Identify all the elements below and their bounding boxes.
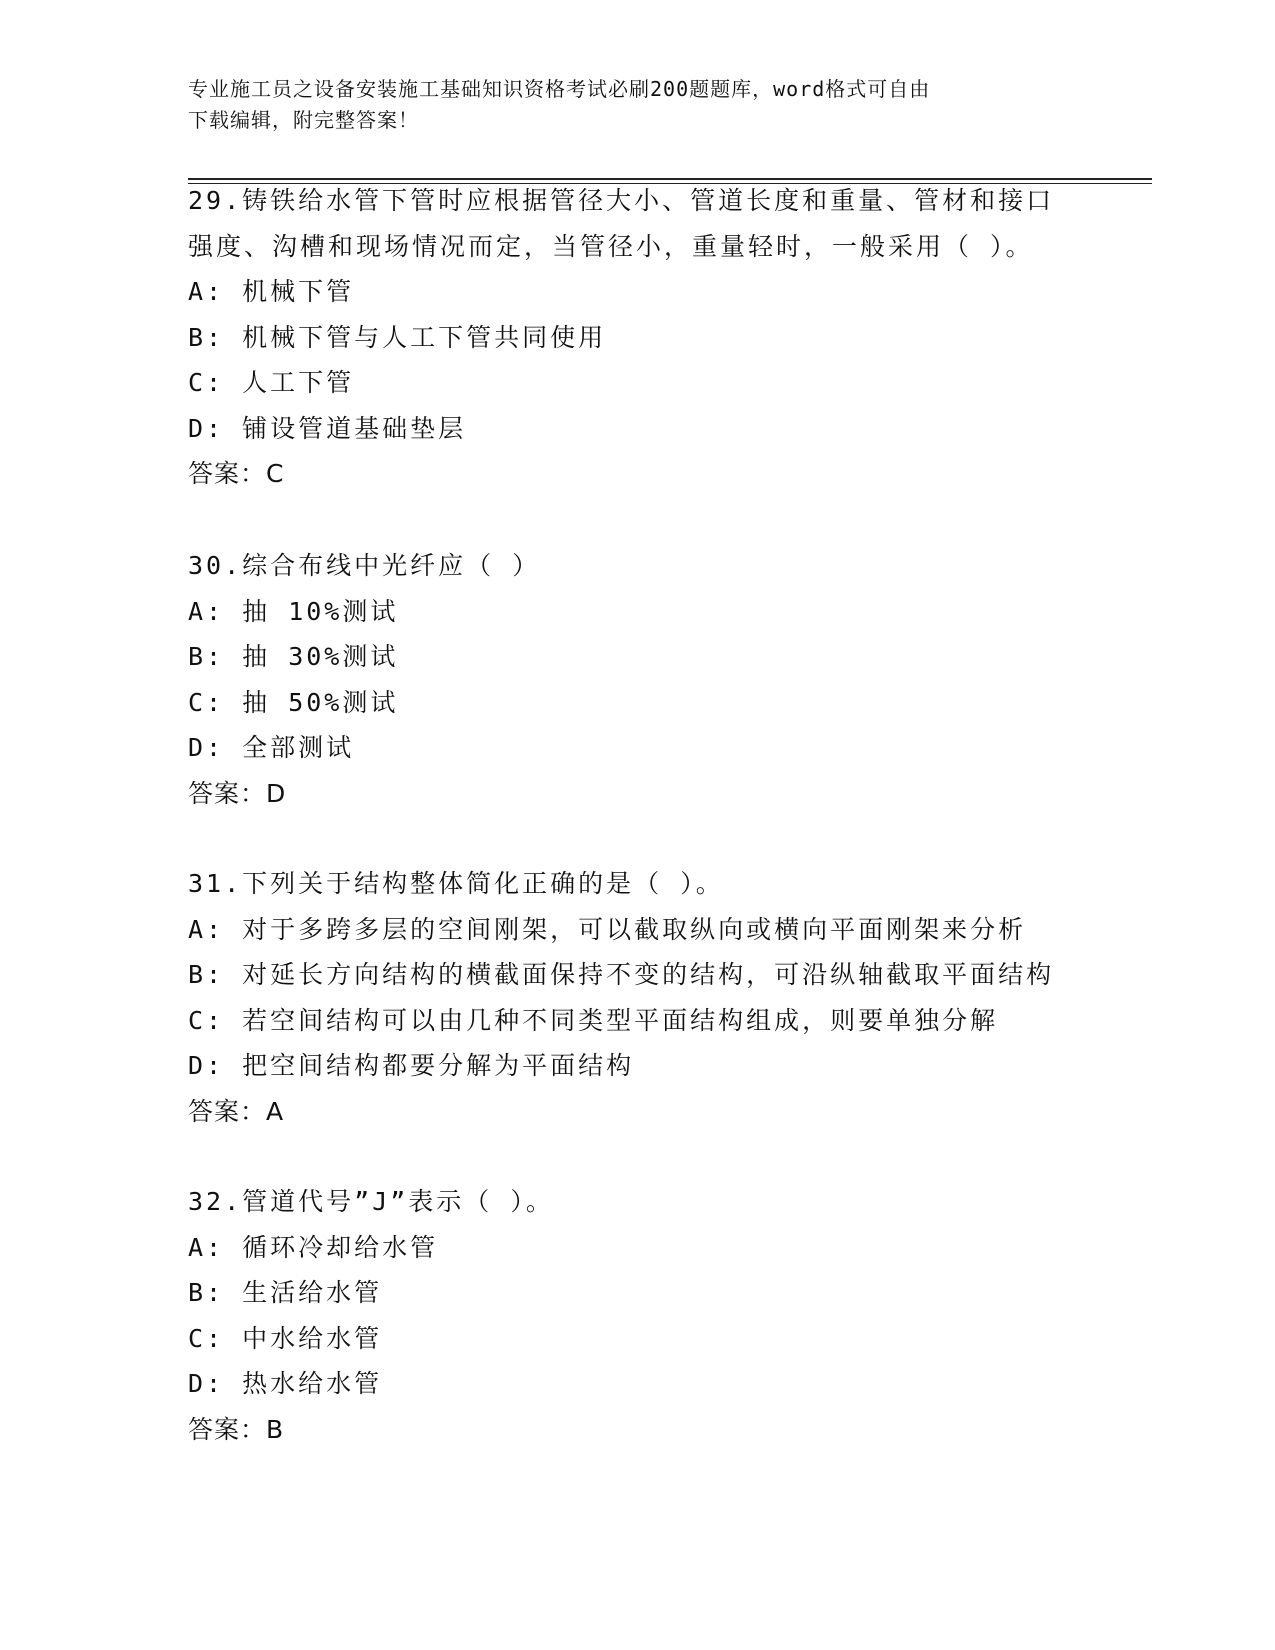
option-a: A: 循环冷却给水管	[188, 1232, 439, 1262]
question-stem-line: 32.管道代号”J”表示（ ）。	[188, 1187, 554, 1216]
question-29	[188, 178, 1088, 497]
option-a: A: 抽 10%测试	[188, 596, 399, 626]
answer-line: 答案：B	[188, 1414, 285, 1444]
option-b: B: 生活给水管	[188, 1278, 383, 1307]
document-header	[188, 74, 1068, 136]
header-line-1: 专业施工员之设备安装施工基础知识资格考试必刷200题题库，word格式可自由	[188, 77, 931, 101]
option-b: B: 机械下管与人工下管共同使用	[188, 322, 607, 352]
header-line-2: 下载编辑，附完整答案！	[188, 108, 419, 132]
question-stem-line: 31.下列关于结构整体简化正确的是（ ）。	[188, 869, 724, 898]
option-c: C: 中水给水管	[188, 1323, 383, 1353]
option-d: D: 热水给水管	[188, 1369, 383, 1398]
question-stem-line: 强度、沟槽和现场情况而定，当管径小，重量轻时，一般采用（ ）。	[188, 231, 1034, 261]
answer-line: 答案：A	[188, 1096, 285, 1126]
option-c: C: 若空间结构可以由几种不同类型平面结构组成，则要单独分解	[188, 1005, 999, 1035]
question-stem-line: 29.铸铁给水管下管时应根据管径大小、管道长度和重量、管材和接口	[188, 186, 1055, 215]
answer-line: 答案：D	[188, 778, 287, 808]
question-31	[188, 861, 1088, 1134]
question-stem-line: 30.综合布线中光纤应（ ）	[188, 551, 541, 580]
option-d: D: 铺设管道基础垫层	[188, 413, 467, 443]
option-c: C: 抽 50%测试	[188, 687, 399, 717]
option-b: B: 对延长方向结构的横截面保持不变的结构，可沿纵轴截取平面结构	[188, 960, 1055, 989]
option-b: B: 抽 30%测试	[188, 642, 399, 671]
question-30	[188, 543, 1088, 816]
question-32	[188, 1179, 1088, 1452]
answer-line: 答案：C	[188, 459, 285, 488]
option-c: C: 人工下管	[188, 368, 355, 397]
option-d: D: 全部测试	[188, 733, 355, 762]
option-a: A: 对于多跨多层的空间刚架，可以截取纵向或横向平面刚架来分析	[188, 914, 1027, 944]
option-d: D: 把空间结构都要分解为平面结构	[188, 1051, 635, 1080]
option-a: A: 机械下管	[188, 277, 355, 306]
